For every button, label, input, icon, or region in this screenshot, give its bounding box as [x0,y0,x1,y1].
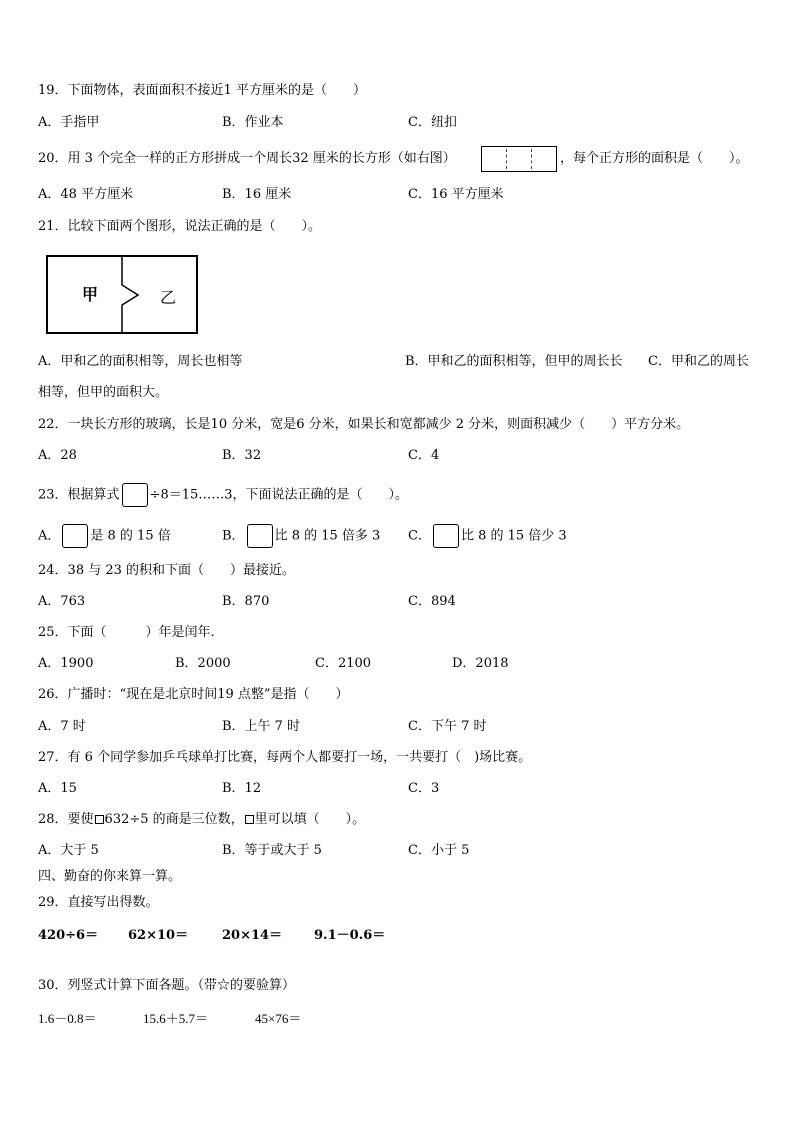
q30-item-2: 15.6＋5.7＝ [143,1011,209,1026]
question-30-stem: 30．列竖式计算下面各题。（带☆的要验算） [38,978,296,993]
question-26-stem: 26．广播时：“现在是北京时间19 点整”是指（ ） [38,687,349,702]
figure-label-yi: 乙 [160,288,177,307]
question-19-stem: 19．下面物体，表面面积不接近1 平方厘米的是（ ） [38,83,366,98]
q28-option-a[interactable]: A．大于 5 [38,843,99,858]
q23-stem-post: ÷8＝15……3，下面说法正确的是（ ）。 [149,487,409,503]
question-22-stem: 22．一块长方形的玻璃，长是10 分米，宽是6 分米，如果长和宽都减少 2 分米，则面积减少（ ）平方分米。 [38,417,690,432]
q28-option-c[interactable]: C．小于 5 [408,843,470,858]
q30-item-1: 1.6－0.8＝ [38,1011,97,1026]
q29-item-2: 62×10＝ [128,928,189,943]
q29-item-3: 20×14＝ [222,928,283,943]
q28-option-b[interactable]: B．等于或大于 5 [222,843,322,858]
question-23-stem [38,483,408,507]
q25-option-d[interactable]: D．2018 [452,656,509,671]
section-4-title: 四、勤奋的你来算一算。 [38,869,182,884]
q22-option-b[interactable]: B．32 [222,448,262,463]
q21-option-c-continued: 相等，但甲的面积大。 [38,385,169,400]
q25-option-a[interactable]: A．1900 [38,656,94,671]
q20-option-b[interactable]: B．16 厘米 [222,187,292,202]
q27-option-a[interactable]: A．15 [38,781,77,796]
q19-option-c[interactable]: C．纽扣 [408,115,457,130]
q28-stem-post: 632÷5 的商是三位数， [104,812,244,827]
question-27-stem: 27．有 6 个同学参加乒乓球单打比赛，每两个人都要打一场，一共要打（ )场比赛。 [38,750,532,765]
q23-option-b-prefix: B． [222,528,245,544]
blank-box [247,524,273,548]
question-28-stem [38,811,365,829]
q19-option-a[interactable]: A．手指甲 [38,115,100,130]
q19-option-b[interactable]: B．作业本 [222,115,284,130]
blank-box [433,524,459,548]
question-24-stem: 24．38 与 23 的积和下面（ ）最接近。 [38,563,296,578]
q23-option-a-text: 是 8 的 15 倍 [90,528,171,544]
question-20-stem-post: ，每个正方形的面积是（ ）。 [560,151,749,166]
small-square-icon [95,815,104,824]
q23-option-a-prefix: A． [38,528,61,544]
question-25-stem: 25．下面（ ）年是闰年. [38,625,215,640]
q20-option-a[interactable]: A．48 平方厘米 [38,187,134,202]
q26-option-c[interactable]: C．下午 7 时 [408,719,487,734]
q26-option-a[interactable]: A．7 时 [38,719,86,734]
small-square-icon [245,815,254,824]
q29-item-1: 420÷6＝ [38,928,99,943]
q25-option-b[interactable]: B．2000 [175,656,231,671]
q21-option-c[interactable]: C．甲和乙的周长 [648,354,749,369]
q21-option-a[interactable]: A．甲和乙的面积相等，周长也相等 [38,354,243,369]
question-20-stem-pre: 20．用 3 个完全一样的正方形拼成一个周长32 厘米的长方形（如右图） [38,151,456,166]
q24-option-a[interactable]: A．763 [38,594,86,609]
q28-stem-pre: 28．要使 [38,812,94,827]
q23-option-c-prefix: C． [408,528,431,544]
blank-box [62,524,88,548]
jia-yi-figure [46,255,198,335]
q30-item-3: 45×76＝ [255,1011,302,1026]
q27-option-c[interactable]: C．3 [408,781,440,796]
q24-option-c[interactable]: C．894 [408,594,456,609]
q23-option-a[interactable] [38,524,171,548]
q23-option-c-text: 比 8 的 15 倍少 3 [460,528,567,544]
blank-box [122,483,148,507]
q20-option-c[interactable]: C．16 平方厘米 [408,187,504,202]
q28-stem-tail: 里可以填（ ）。 [254,812,366,827]
three-squares-figure [481,146,557,172]
question-21-stem: 21．比较下面两个图形，说法正确的是（ ）。 [38,219,322,234]
q23-option-b[interactable] [222,524,380,548]
q22-option-c[interactable]: C．4 [408,448,440,463]
q22-option-a[interactable]: A．28 [38,448,77,463]
q25-option-c[interactable]: C．2100 [315,656,372,671]
figure-label-jia: 甲 [82,285,99,304]
q24-option-b[interactable]: B．870 [222,594,270,609]
q29-item-4: 9.1－0.6＝ [314,928,386,943]
q23-option-c[interactable] [408,524,567,548]
q26-option-b[interactable]: B．上午 7 时 [222,719,301,734]
question-29-stem: 29．直接写出得数。 [38,895,159,910]
q23-stem-pre: 23．根据算式 [38,487,120,503]
q21-option-b[interactable]: B．甲和乙的面积相等，但甲的周长长 [405,354,623,369]
q27-option-b[interactable]: B．12 [222,781,262,796]
q23-option-b-text: 比 8 的 15 倍多 3 [274,528,381,544]
